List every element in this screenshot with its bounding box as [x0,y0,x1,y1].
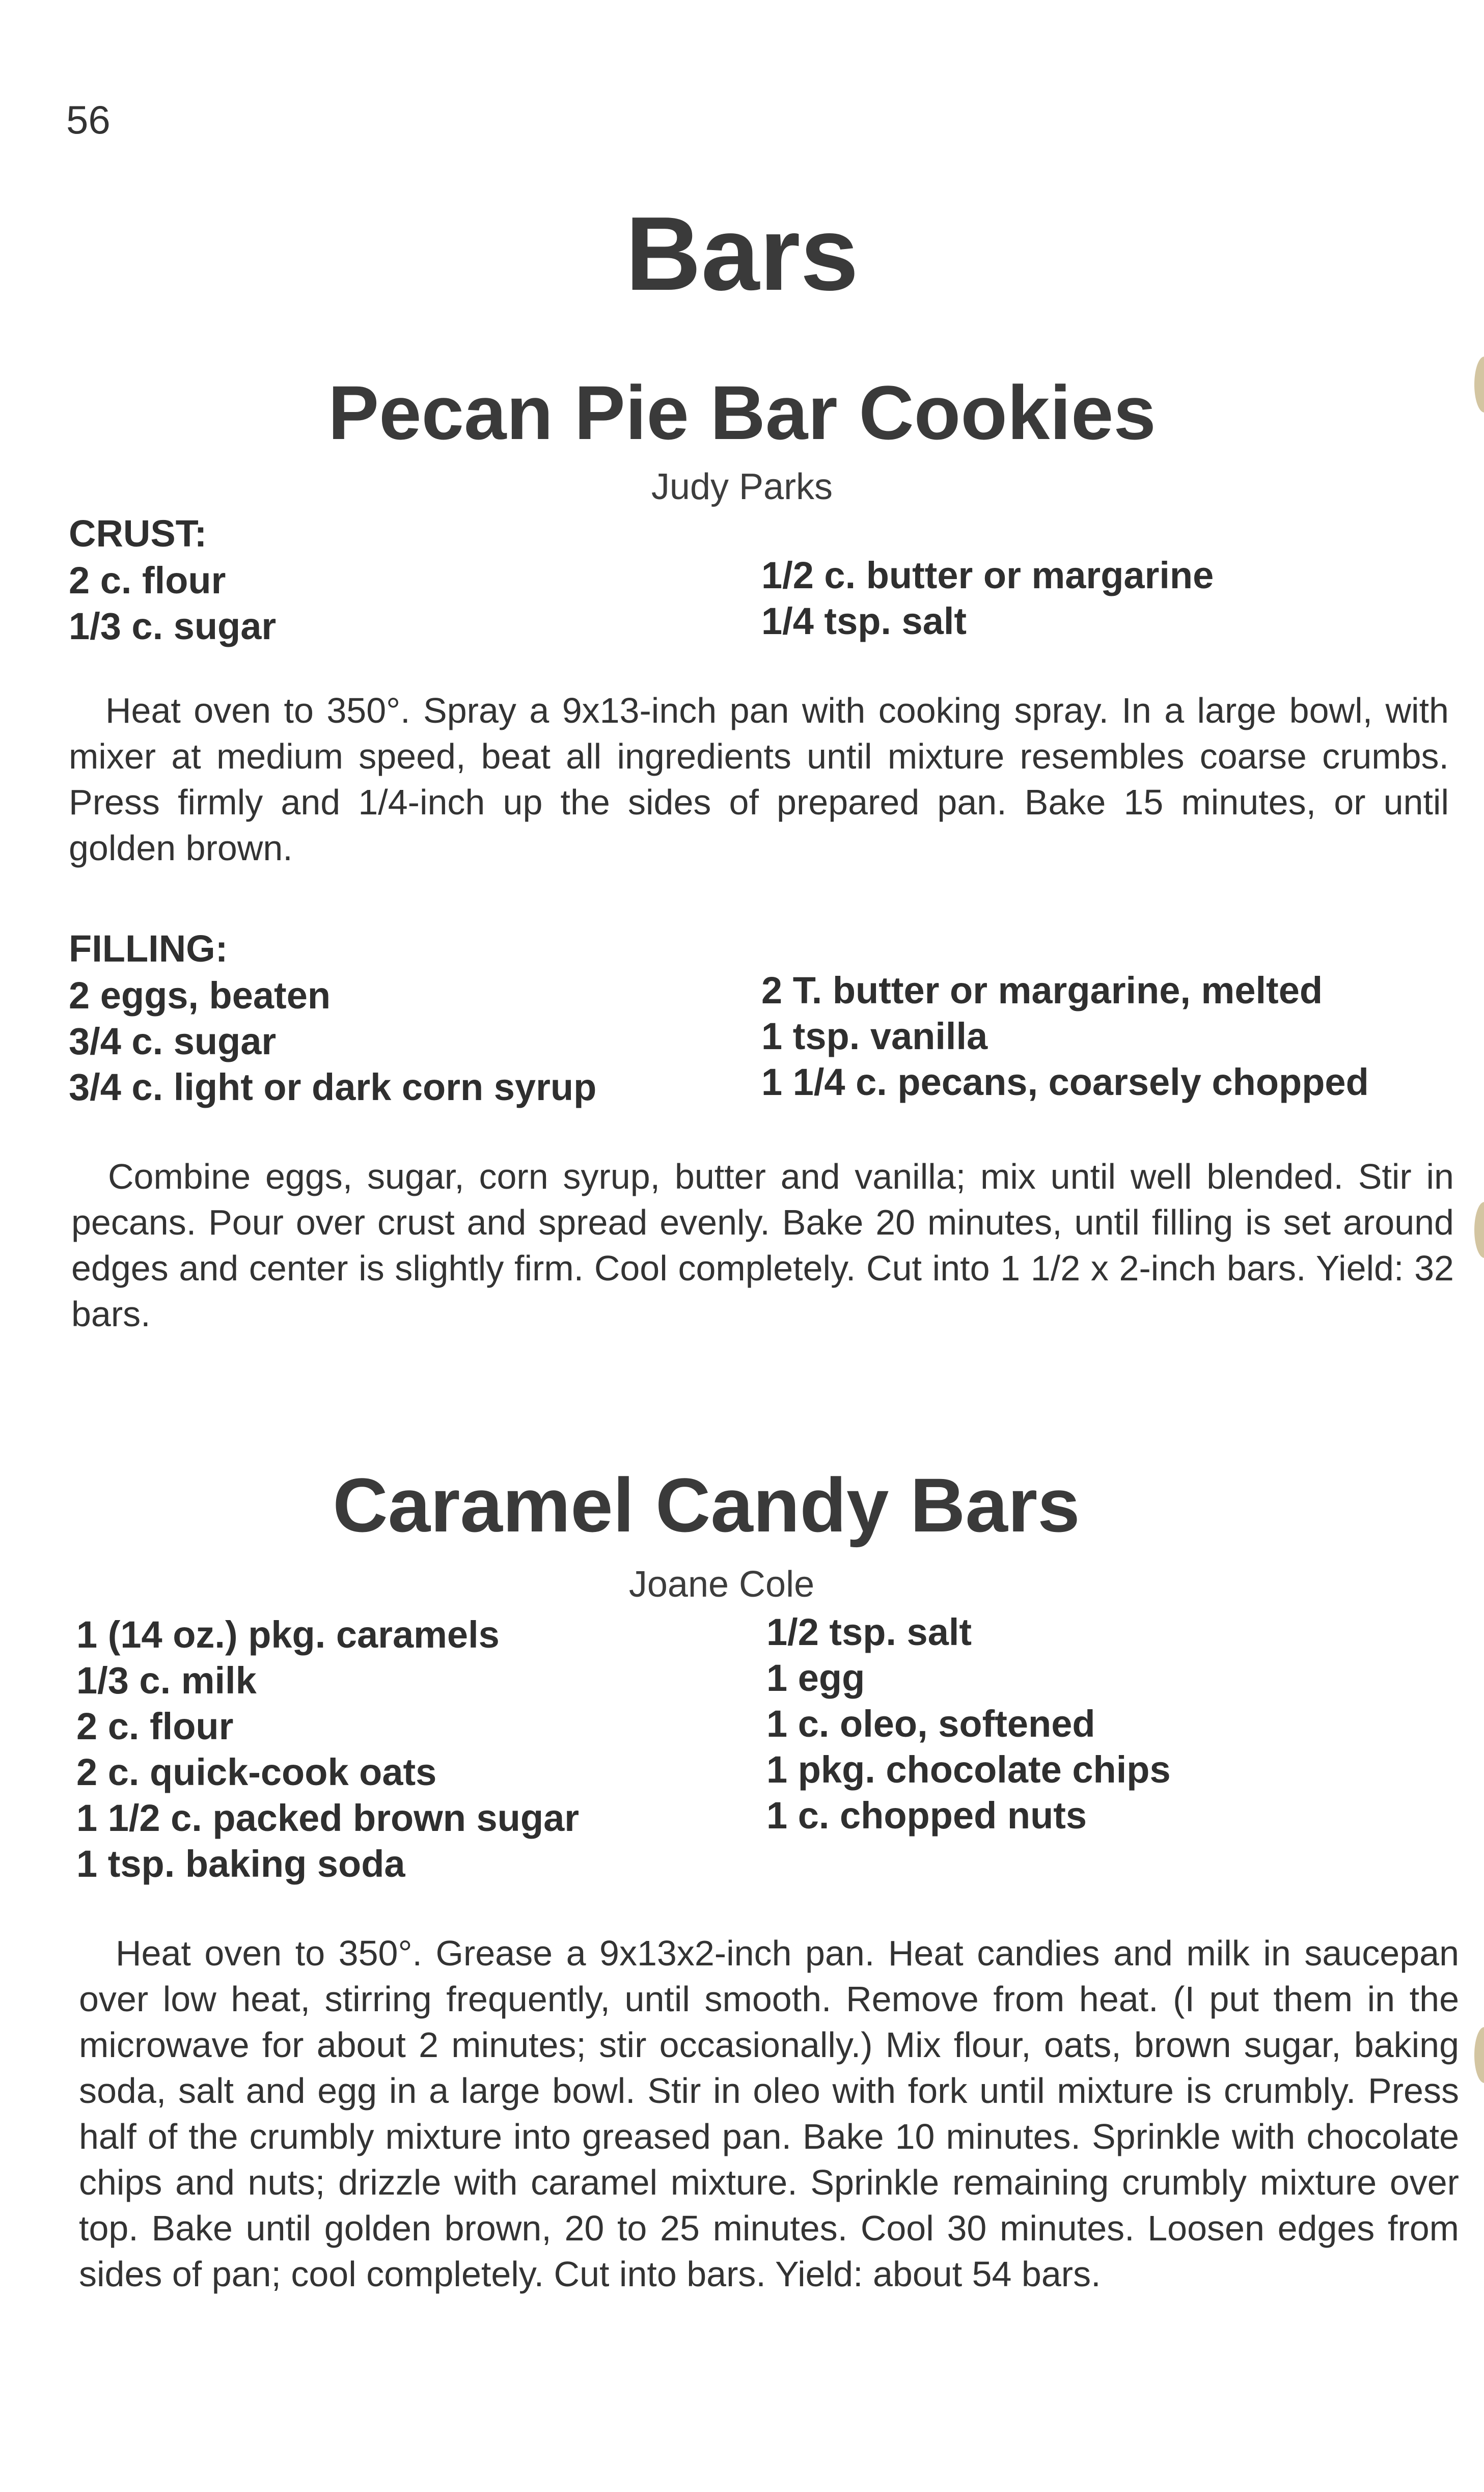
ingredient-item: 1/2 tsp. salt [766,1611,972,1653]
filling-ingredients-right [761,968,1369,1105]
section-title: Bars [625,195,859,312]
caramel-instructions: Heat oven to 350°. Grease a 9x13x2-inch pan. Heat candies and milk in saucepan over low heat, stirring frequently, until smooth. Remove from heat. (I put them in the microwave for about 2 minutes; stir occasionally.) Mix flour, oats, brown sugar, baking soda, salt and egg in a large bowl. Stir in oleo with fork until mixture is crumbly. Press half of the crumbly mixture into greased pan. Bake 10 minutes. Sprinkle with chocolate chips and nuts; drizzle with caramel mixture. Sprinkle remaining crumbly mixture over top. Bake until golden brown, 20 to 25 minutes. Cool 30 minutes. Loosen edges from sides of pan; cool completely. Cut into bars. Yield: about 54 bars. [79,1933,1459,2294]
crust-ingredients-left [69,558,276,649]
crust-instructions: Heat oven to 350°. Spray a 9x13-inch pan with cooking spray. In a large bowl, with mixer at medium speed, beat all ingredients until mixture resembles coarse crumbs. Press firmly and 1/4-inch up the sides of prepared pan. Bake 15 minutes, or until golden brown. [69,691,1449,868]
ingredient-item: 1 c. chopped nuts [766,1794,1087,1837]
ingredient-item: 1 tsp. vanilla [761,1015,988,1057]
recipe-author: Judy Parks [651,467,833,507]
ingredient-item: 2 c. flour [76,1705,234,1747]
ingredient-item: 1 tsp. baking soda [76,1843,405,1885]
edge-tab-marker [1474,1202,1484,1258]
ingredient-item: 3/4 c. sugar [69,1020,277,1062]
ingredient-item: 1/3 c. milk [76,1659,257,1702]
page-number: 56 [66,97,111,142]
ingredient-item: 1/4 tsp. salt [761,600,967,642]
crust-label: CRUST: [69,512,207,555]
ingredient-item: 1 (14 oz.) pkg. caramels [76,1613,500,1656]
ingredient-item: 2 T. butter or margarine, melted [761,969,1323,1011]
recipe-title-caramel-candy-bars: Caramel Candy Bars [333,1462,1080,1548]
caramel-ingredients-left [76,1612,579,1887]
ingredient-item: 1/2 c. butter or margarine [761,554,1214,596]
filling-label: FILLING: [69,927,228,970]
ingredient-item: 1 c. oleo, softened [766,1703,1095,1745]
crust-ingredients-right [761,553,1214,644]
ingredient-item: 1 egg [766,1657,865,1699]
ingredient-item: 1 1/4 c. pecans, coarsely chopped [761,1061,1369,1103]
ingredient-item: 2 c. quick-cook oats [76,1751,437,1793]
filling-ingredients-left [69,973,596,1110]
ingredient-item: 1/3 c. sugar [69,605,277,647]
ingredient-item: 2 eggs, beaten [69,974,331,1017]
ingredient-item: 1 1/2 c. packed brown sugar [76,1797,580,1839]
recipe-title-pecan-pie-bar-cookies: Pecan Pie Bar Cookies [328,370,1156,455]
filling-instructions: Combine eggs, sugar, corn syrup, butter and vanilla; mix until well blended. Stir in pecans. Pour over crust and spread evenly. Bake 20 minutes, until filling is set around edges and center is slightly firm. Cool completely. Cut into 1 1/2 x 2-inch bars. Yield: 32 bars. [71,1157,1454,1334]
ingredient-item: 3/4 c. light or dark corn syrup [69,1066,597,1108]
ingredient-item: 2 c. flour [69,559,226,601]
caramel-ingredients-right [766,1609,1171,1839]
recipe-author: Joane Cole [628,1564,815,1605]
edge-tab-marker [1474,2027,1484,2083]
ingredient-item: 1 pkg. chocolate chips [766,1748,1171,1791]
